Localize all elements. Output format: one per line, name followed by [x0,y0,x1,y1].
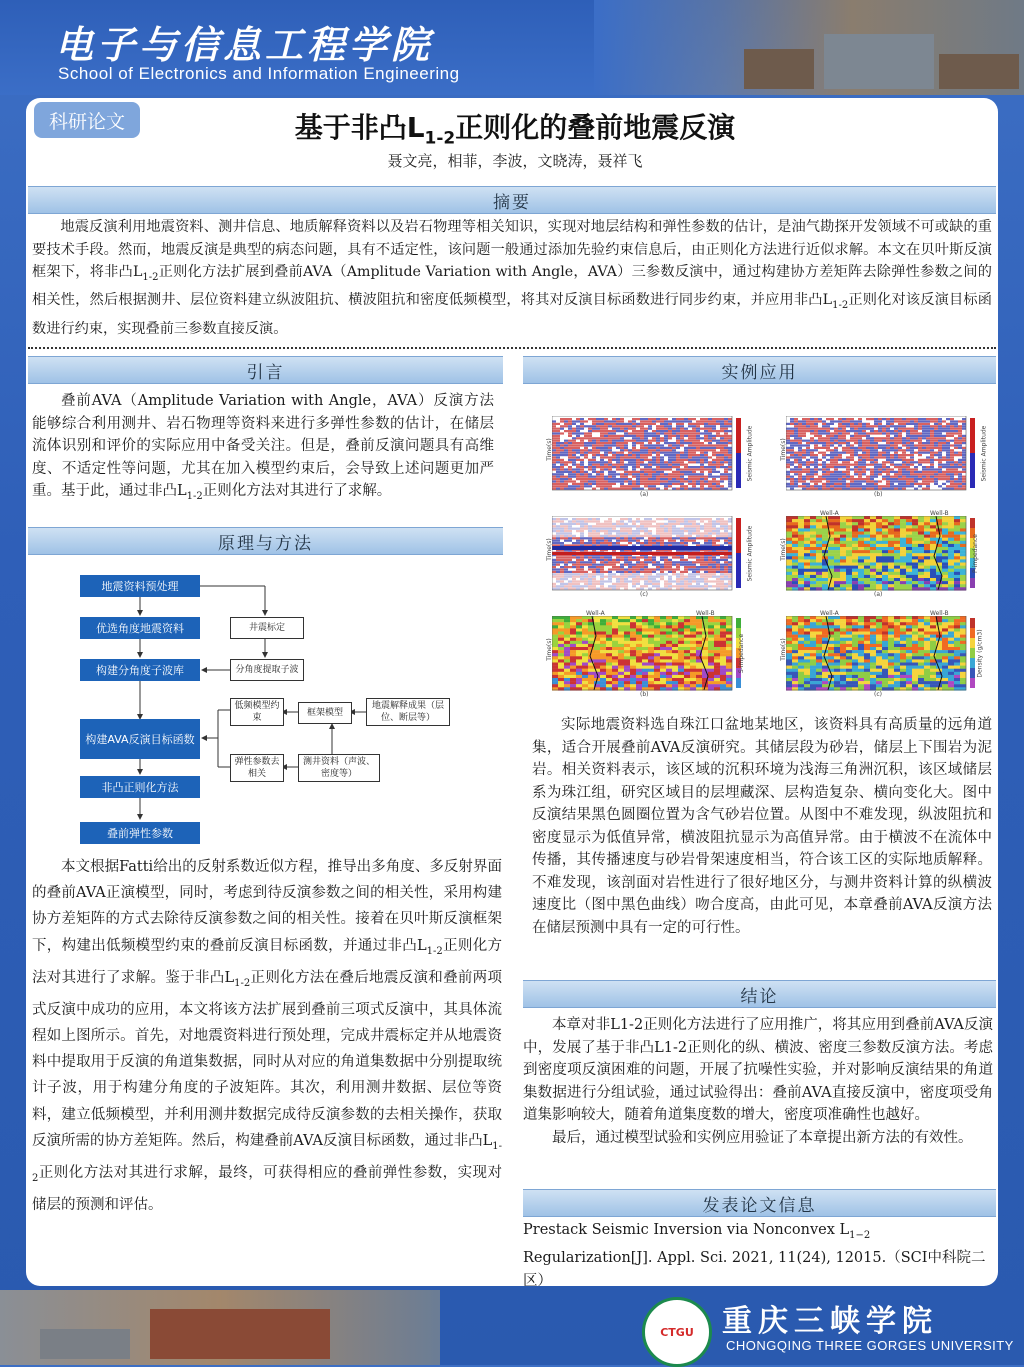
section-intro-heading: 引言 [28,356,503,384]
seismic-panel [552,616,752,700]
panel-label: (c) [874,691,882,698]
seismic-image [552,516,752,600]
panel-label: (b) [874,491,883,498]
well-label: Well-A [820,510,839,517]
category-tag: 科研论文 [34,102,140,138]
flow-interpretation: 地震解释成果（层位、断层等） [366,698,450,726]
well-label: Well-A [586,610,605,617]
school-name-en: School of Electronics and Information Engineering [58,64,460,84]
flow-extract-wavelet: 分角度提取子波 [230,659,304,681]
panel-ylabel: Time(s) [546,438,553,461]
panel-colorbar-label: Seismic Amplitude [980,426,987,482]
divider [28,347,996,349]
flow-decorrelation: 弹性参数去相关 [230,754,284,782]
panel-colorbar-label: S-impedance [738,634,745,673]
footer-campus-photo [0,1290,440,1365]
seismic-panel [786,616,986,700]
seismic-image [786,616,986,700]
panel-ylabel: Time(s) [546,538,553,561]
school-name-cn: 电子与信息工程学院 [55,14,433,69]
panel-ylabel: Time(s) [780,638,787,661]
paper-title: 基于非凸$L_{1-2}$正则化的叠前地震反演 [200,106,830,149]
flow-well-logs: 测井资料（声波、密度等） [298,754,380,782]
flow-frame-model: 框架模型 [298,702,352,724]
panel-label: (c) [640,591,648,598]
intro-text: 叠前AVA（Amplitude Variation with Angle，AVA）反演方法能够综合利用测井、岩石物理等资料来进行多弹性参数的估计，在储层流体识别和评价的实际应用中备受关注。但是，叠前反演问题具有高维度、不适定性等问题，尤其在加入模型约束后，会导致上述问题更加严重。基于此，通过非凸$L_{1-2}$正则化方法对其进行了求解。 [32,390,494,508]
panel-colorbar-label: Density (g/cm3) [977,629,984,677]
flow-wavelet-lib: 构建分角度子波库 [80,659,200,681]
section-application-heading: 实例应用 [523,356,996,384]
panel-label: (a) [640,491,648,498]
flow-select-angle: 优选角度地震资料 [80,617,200,639]
seismic-panel [786,416,986,500]
seismic-image [552,616,752,700]
panel-ylabel: Time(s) [780,538,787,561]
seismic-panel [552,516,752,600]
method-flowchart [30,562,510,852]
abstract-text: 地震反演利用地震资料、测井信息、地质解释资料以及岩石物理等相关知识，实现对地层结构和弹性参数的估计，是油气勘探开发领域不可或缺的重要技术手段。然而，地震反演是典型的病态问题，具有不适定性，该问题一般通过添加先验约束信息后，由正则化方法进行近似求解。本文在贝叶斯反演框架下，将非凸$L_{1-2}$正则化方法扩展到叠前AVA（Amplitude Variation with Angle，AVA）三参数反演中，通过构建协方差矩阵去除弹性参数之间的相关性，然后根据测井、层位资料建立纵波阻抗、横波阻抗和密度低频模型，将其对反演目标函数进行同步约束，并应用非凸$L_{1-2}$正则化对该反演目标函数进行约束，实现叠前三参数直接反演。 [32,216,992,340]
publication-text: Prestack Seismic Inversion via Nonconvex $L_{1-2}$ Regularization[J]. Appl. Sci. 2021, 11(24), 12015.（SCI中科院二区） [523,1219,998,1292]
university-name-cn: 重庆三峡学院 [722,1296,938,1340]
flow-objective: 构建AVA反演目标函数 [80,719,200,759]
flow-low-freq: 低频模型约束 [230,698,284,726]
seismic-image [786,416,986,500]
panel-colorbar-label: Seismic Amplitude [746,426,753,482]
panel-colorbar-label: P-impedance [972,534,979,573]
flow-well-tie: 井震标定 [230,617,304,639]
section-publication-heading: 发表论文信息 [523,1189,996,1217]
well-label: Well-B [930,610,949,617]
seismic-image [786,516,986,600]
flow-elastic-params: 叠前弹性参数 [80,822,200,844]
well-label: Well-B [930,510,949,517]
well-label: Well-A [820,610,839,617]
campus-photo [594,0,1024,95]
panel-ylabel: Time(s) [780,438,787,461]
university-name-en: CHONGQING THREE GORGES UNIVERSITY [726,1338,1014,1353]
panel-ylabel: Time(s) [546,638,553,661]
conclusion-text: 本章对非L1-2正则化方法进行了应用推广，将其应用到叠前AVA反演中，发展了基于非凸L1-2正则化的纵、横波、密度三参数反演方法。考虑到密度项反演困难的问题，开展了抗噪性实验，并对影响反演结果的角道集数据进行分组试验，通过试验得出：叠前AVA直接反演中，密度项受角道集影响较大，随着角道集度数的增大，密度项准确性也越好。 最后，通过模型试验和实例应用验证了本章提出新方法的有效性。 [523,1014,993,1149]
flow-regularization: 非凸正则化方法 [80,776,200,798]
university-logo: CTGU [642,1297,712,1367]
seismic-image [552,416,752,500]
section-method-heading: 原理与方法 [28,527,503,555]
authors: 聂文亮，相菲，李波，文晓涛，聂祥飞 [200,150,830,171]
panel-label: (a) [874,591,882,598]
well-label: Well-B [696,610,715,617]
panel-label: (b) [640,691,649,698]
seismic-panel [786,516,986,600]
panel-colorbar-label: Seismic Amplitude [746,526,753,582]
application-text: 实际地震资料选自珠江口盆地某地区，该资料具有高质量的远角道集，适合开展叠前AVA反演研究。其储层段为砂岩，储层上下围岩为泥岩。相关资料表示，该区域的沉积环境为浅海三角洲沉积，该区域储层系为珠江组，研究区域目的层埋藏深、层构造复杂、横向变化大。图中反演结果黑色圆圈位置为含气砂岩位置。从图中不难发现，纵波阻抗和密度显示为低值异常，横波阻抗显示为高值异常。由于横波不在流体中传播，其传播速度与砂岩骨架速度相当，符合该工区的实际地质解释。不难发现，该剖面对岩性进行了很好地区分，与测井资料计算的纵横波速度比（图中黑色曲线）吻合度高，由此可见，本章叠前AVA反演方法在储层预测中具有一定的可行性。 [532,714,992,939]
method-text: 本文根据Fatti给出的反射系数近似方程，推导出多角度、多反射界面的叠前AVA正演模型，同时，考虑到待反演参数之间的相关性，采用构建协方差矩阵的方式去除待反演参数之间的相关性。接着在贝叶斯反演框架下，构建出低频模型约束的叠前反演目标函数，并通过非凸$L_{1-2}$正则化方法对其进行了求解。鉴于非凸$L_{1-2}$正则化方法在叠后地震反演和叠前两项式反演中成功的应用，本文将该方法扩展到叠前三项式反演中，其具体流程如上图所示。首先，对地震资料进行预处理，完成井震标定并从地震资料中提取用于反演的角道集数据，同时从对应的角道集数据中分别提取统计子波，用于构建分角度的子波矩阵。其次，利用测井数据、层位等资料，建立低频模型，并利用测井数据完成待反演参数的去相关操作，获取反演所需的协方差矩阵。然后，构建叠前AVA反演目标函数，通过非凸$L_{1-2}$正则化方法对其进行求解，最终，可获得相应的叠前弹性参数，实现对储层的预测和评估。 [32,854,502,1218]
section-conclusion-heading: 结论 [523,980,996,1008]
flow-preprocess: 地震资料预处理 [80,575,200,597]
seismic-panel [552,416,752,500]
section-abstract-heading: 摘要 [28,186,996,214]
